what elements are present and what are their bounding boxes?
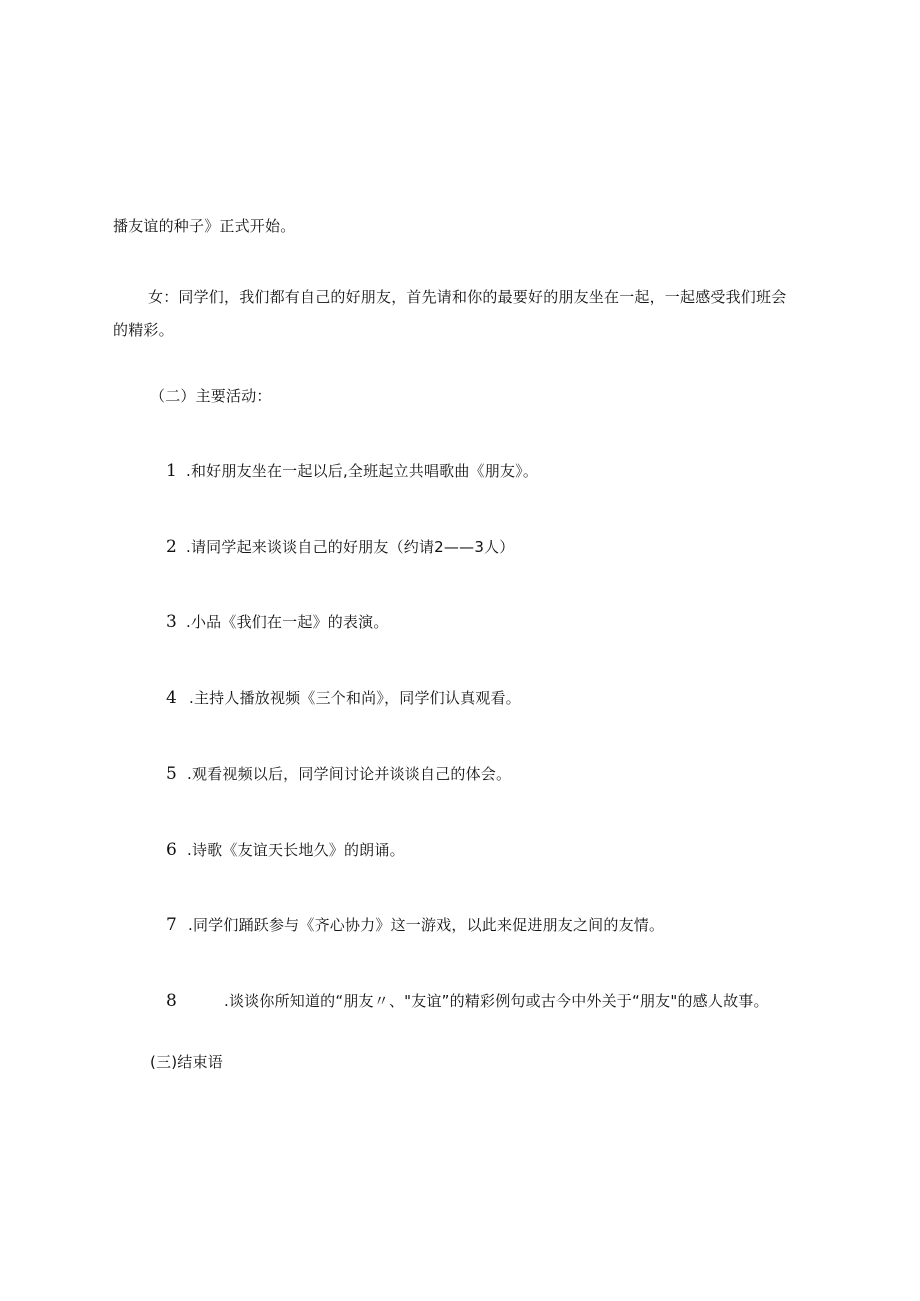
activity-1-number: 1 xyxy=(166,461,177,481)
activity-5-text: .观看视频以后，同学间讨论并谈谈自己的体会。 xyxy=(187,765,512,783)
section-3-heading: (三)结束语 xyxy=(150,1053,223,1071)
activity-3-number: 3 xyxy=(166,612,177,632)
activity-4-number: 4 xyxy=(166,688,177,708)
activity-8-text: .谈谈你所知道的“朋友〃、"友谊”的精彩例句或古今中外关于“朋友"的感人故事。 xyxy=(224,992,769,1010)
activity-2-text: .请同学起来谈谈自己的好朋友（约请2——3人） xyxy=(186,538,515,556)
activity-7-number: 7 xyxy=(166,915,177,935)
female-host-paragraph-line-1: 女：同学们，我们都有自己的好朋友，首先请和你的最要好的朋友坐在一起，一起感受我们班会 xyxy=(148,288,787,306)
activity-3-text: .小品《我们在一起》的表演。 xyxy=(186,613,389,631)
activity-4-text: .主持人播放视频《三个和尚》，同学们认真观看。 xyxy=(189,689,521,707)
female-host-paragraph-line-2: 的精彩。 xyxy=(113,321,174,339)
activity-7-text: .同学们踊跃参与《齐心协力》这一游戏，以此来促进朋友之间的友情。 xyxy=(188,916,665,934)
section-2-heading: （二）主要活动： xyxy=(150,387,272,405)
activity-6-number: 6 xyxy=(166,840,177,860)
intro-tail-text: 播友谊的种子》正式开始。 xyxy=(113,217,296,235)
activity-2-number: 2 xyxy=(166,537,177,557)
activity-1-text: .和好朋友坐在一起以后,全班起立共唱歌曲《朋友》。 xyxy=(186,462,539,480)
activity-6-text: .诗歌《友谊天长地久》的朗诵。 xyxy=(187,841,405,859)
activity-5-number: 5 xyxy=(166,764,177,784)
activity-8-number: 8 xyxy=(166,991,177,1011)
